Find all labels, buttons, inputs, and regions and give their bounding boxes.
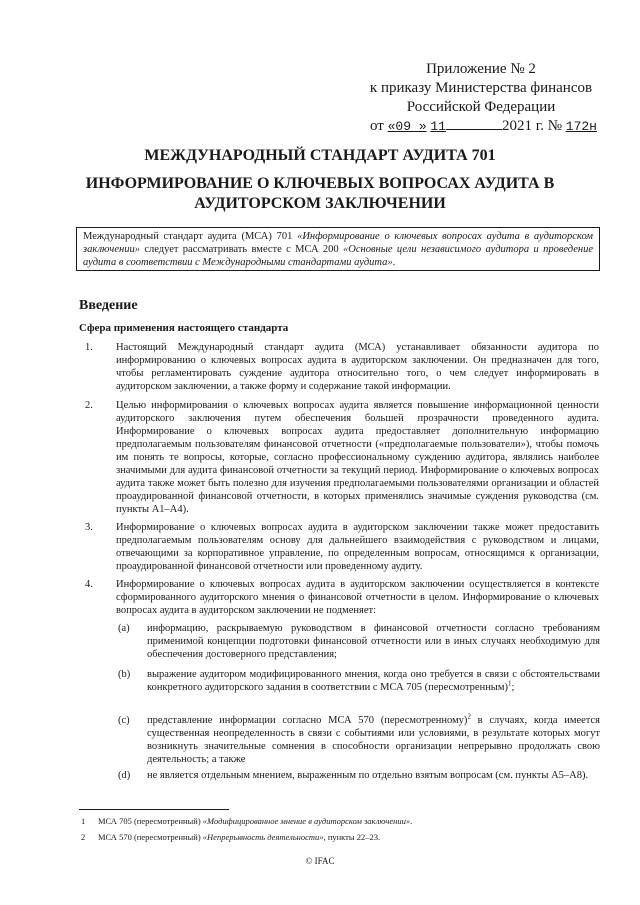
paragraph-text: Настоящий Международный стандарт аудита (МСА) устанавливает обязанности аудитора по информированию о ключевых вопросах аудита в аудиторском заключении. Он предназначен для того, чтобы регламентировать суждение аудитора относительно того, о чем следует информировать в аудиторском заключении, а также форму и содержание такой информации. (116, 342, 599, 392)
footnote-number: 2 (81, 832, 86, 842)
subitem-text-tail: в случаях, когда имеется существенная неопределенность в связи с событиями или условиями, в результате которых могут возникнуть значительные сомнения в способности организации непрерывно продолжать свою деятельность; а также (147, 715, 600, 765)
footnote-1 (79, 816, 599, 827)
footnote-plain: МСА 570 (пересмотренный) (98, 832, 203, 842)
footnote-ref: 2 (467, 712, 471, 721)
footnote-text (98, 832, 599, 843)
paragraph-text: Информирование о ключевых вопросах аудита в аудиторском заключении осуществляется в контексте сформированного аудиторского мнения о финансовой отчетности в целом. Информирование о ключевых вопросах аудита в аудиторском заключении не подменяет: (116, 579, 599, 616)
paragraph-number: 3. (85, 522, 93, 533)
subitem-text: информацию, раскрываемую руководством в финансовой отчетности согласно требованиям применимой концепции подготовки финансовой отчетности или в иных случаях необходимую для обеспечения достоверного представления; (147, 623, 600, 660)
subitem-b (116, 668, 600, 694)
page-footer: © IFAC (305, 856, 335, 866)
paragraph-3 (79, 521, 599, 573)
title-subject-line2: АУДИТОРСКОМ ЗАКЛЮЧЕНИИ (194, 195, 446, 212)
footnote-divider (79, 809, 229, 810)
document-title (0, 146, 640, 214)
paragraph-text: Целью информирования о ключевых вопросах аудита является повышение информационной ценности аудиторского заключения путем обеспечения большей прозрачности проведенного аудита. Информирование о ключевых вопросах аудита предоставляет дополнительную информацию предполагаемым пользователям финансовой отчетности («предполагаемые пользователи»), чтобы помочь им понять те вопросы, которые, согласно профессиональному суждению аудитора, являлись наиболее значимыми для аудита финансовой отчетности за текущий период. Информирование о ключевых вопросах аудита также может быть полезно для изучения предполагаемыми пользователями организации и областей проаудированной финансовой отчетности, в которых применялись значимые суждения руководства (см. пункты А1–А4). (116, 400, 599, 515)
title-subject-line1: ИНФОРМИРОВАНИЕ О КЛЮЧЕВЫХ ВОПРОСАХ АУДИТА В (85, 175, 555, 192)
subitem-c (116, 714, 600, 766)
subitem-label: (b) (118, 669, 131, 680)
date-month: 11 (430, 119, 446, 134)
paragraph-4 (79, 578, 599, 617)
intro-italic-1: «Информирование о ключевых вопросах аудита в аудиторском заключении» (83, 231, 593, 255)
title-standard: МЕЖДУНАРОДНЫЙ СТАНДАРТ АУДИТА 701 (144, 147, 496, 164)
subitem-d (116, 769, 600, 782)
date-blank-line (446, 117, 502, 130)
annex-date (356, 117, 606, 136)
intro-box (76, 227, 600, 271)
subitem-label: (a) (118, 623, 130, 634)
footnote-ref: 1 (508, 679, 512, 688)
paragraph-number: 4. (85, 579, 93, 590)
footnote-plain: МСА 705 (пересмотренный) (98, 816, 203, 826)
subitem-text-tail: ; (511, 682, 515, 693)
footnote-tail: . (410, 816, 413, 826)
footnote-text (98, 816, 599, 827)
intro-text-3: . (392, 257, 396, 268)
section-subheading: Сфера применения настоящего стандарта (79, 322, 289, 334)
date-day: «09 » (387, 119, 427, 134)
footnote-italic: «Модифицированное мнение в аудиторском заключении» (202, 816, 411, 826)
footnote-2 (79, 832, 599, 843)
date-prefix: от (370, 118, 388, 134)
subitem-label: (c) (118, 715, 130, 726)
order-number: 172н (565, 119, 597, 134)
section-heading: Введение (79, 298, 138, 313)
subitem-text (147, 714, 600, 766)
intro-text-2: следует рассматривать вместе с МСА 200 (139, 244, 344, 255)
subitem-text (147, 668, 600, 694)
paragraph-text: Информирование о ключевых вопросах аудита в аудиторском заключении также может предоставить предполагаемым пользователям основу для дальнейшего взаимодействия с руководством и лицами, отвечающими за корпоративное управление, по определенным вопросам, относящимся к организации, проаудированной финансовой отчетности или проведенному аудиту. (116, 522, 599, 572)
subitem-text-main: представление информации согласно МСА 570 (пересмотренному) (147, 715, 468, 726)
annex-block (356, 60, 606, 136)
paragraph-number: 2. (85, 400, 93, 411)
paragraph-1 (79, 341, 599, 393)
annex-country: Российской Федерации (406, 99, 556, 115)
footnote-number: 1 (81, 816, 86, 826)
subitem-label: (d) (118, 770, 131, 781)
paragraph-2 (79, 399, 599, 516)
date-year: 2021 г. № (501, 118, 566, 134)
subitem-a (116, 622, 600, 661)
intro-text-1: Международный стандарт аудита (МСА) 701 (83, 231, 298, 242)
intro-italic-2: «Основные цели независимого аудитора и проведение аудита в соответствии с Международными стандартами аудита» (83, 244, 593, 268)
subitem-text-main: выражение аудитором модифицированного мнения, когда оно требуется в связи с обстоятельствами конкретного аудиторского задания в соответствии с МСА 705 (пересмотренным) (147, 669, 600, 693)
annex-order: к приказу Министерства финансов (369, 80, 593, 96)
footnote-italic: «Непрерывность деятельности» (202, 832, 324, 842)
annex-title: Приложение № 2 (426, 61, 536, 77)
subitem-text: не является отдельным мнением, выраженным по отдельно взятым вопросам (см. пункты А5–А8). (147, 770, 589, 781)
footnote-tail: , пункты 22–23. (323, 832, 381, 842)
paragraph-number: 1. (85, 342, 93, 353)
